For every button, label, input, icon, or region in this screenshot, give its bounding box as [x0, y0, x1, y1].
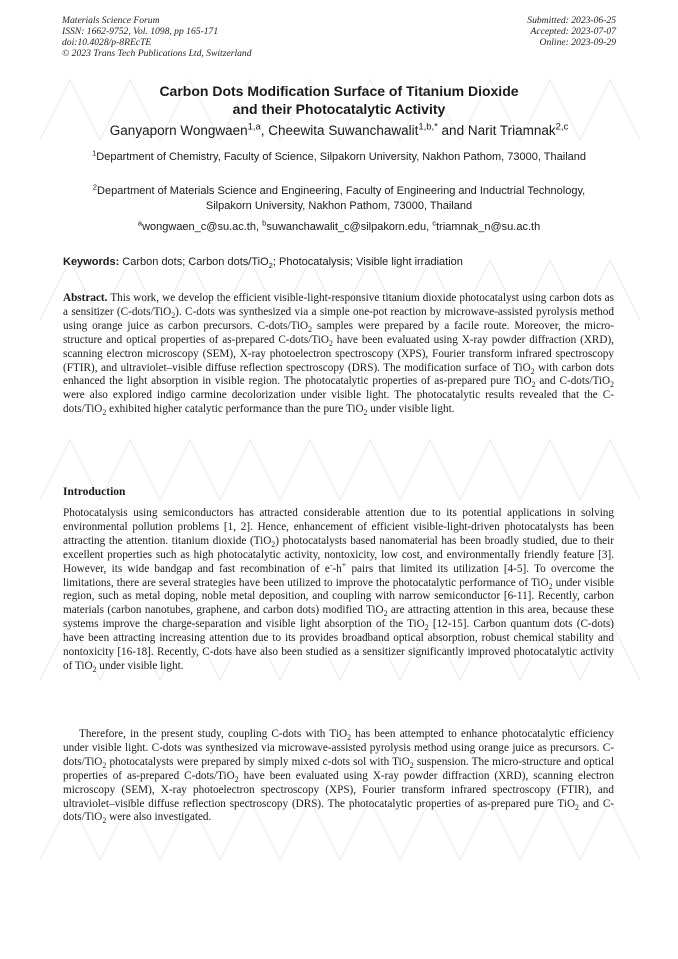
journal-info: [62, 15, 252, 59]
email-marker: a: [137, 218, 143, 228]
paper-title: [40, 82, 638, 118]
accepted-date: Accepted: 2023-07-07: [530, 26, 616, 37]
journal-copyright: © 2023 Trans Tech Publications Ltd, Switzerland: [62, 48, 252, 59]
keywords-text: Carbon dots; Carbon dots/TiO: [119, 256, 269, 268]
affiliation-1: [70, 150, 608, 165]
paragraph-text: has been attempted to enhance photocatalytic efficiency under visible light. C-dots was synthesized via microwave-assisted pyrolysis method using orange juice as precursors. C-dots/TiO: [63, 728, 614, 768]
author-2: Cheewita Suwanchawalit: [268, 123, 419, 138]
paragraph-text: photocatalysts were prepared by simply mixed c-dots sol with TiO: [106, 755, 410, 768]
keywords-text: ; Photocatalysis; Visible light irradiation: [272, 256, 463, 268]
paragraph-text: ) photocatalysts based nanomaterial has been broadly studied, due to their excellent properties such as high photocatalytic activity, nontoxicity, low cost, and environmentally friendly feature [3]. However, its wide bandgap and fast recombination of e: [63, 534, 614, 575]
online-date: Online: 2023-09-29: [539, 37, 616, 48]
author-3-marker: 2,c: [555, 121, 569, 133]
abstract-text: This work, we develop the efficient visible-light-responsive titanium dioxide photocatalyst using carbon dots as a sensitizer (C-dots/TiO: [63, 292, 614, 318]
keywords: [63, 256, 463, 271]
subscript: 2: [424, 623, 429, 633]
subscript: 2: [531, 380, 536, 390]
author-list: [40, 122, 638, 140]
publication-dates: [527, 15, 616, 48]
abstract-text: ). C-dots was synthesized via a simple one-pot reaction by microwave-assisted pyrolysis method using orange juice as carbon precursors. C-dots/TiO: [63, 305, 614, 332]
subscript: 2: [383, 609, 388, 619]
author-emails: [70, 220, 608, 235]
author-1-marker: 1,a: [247, 121, 261, 133]
superscript: -: [329, 559, 333, 569]
subscript: 2: [347, 733, 351, 743]
subscript: 2: [102, 761, 107, 771]
abstract-text: were also explored indigo carmine decolorization under visible light. The photocatalytic results revealed that the C-dots/TiO: [63, 389, 614, 416]
journal-doi: doi:10.4028/p-8REcTE: [62, 37, 152, 48]
section-heading-introduction: Introduction: [63, 486, 126, 498]
journal-issn: ISSN: 1662-9752, Vol. 1098, pp 165-171: [62, 26, 219, 37]
journal-name: Materials Science Forum: [62, 15, 160, 26]
affiliation-1-marker: 1: [91, 148, 97, 158]
abstract-text: and C-dots/TiO: [535, 375, 611, 388]
subscript: 2: [171, 311, 176, 321]
superscript: +: [341, 559, 347, 569]
paragraph-text: pairs that limited its utilization [4-5]. To overcome the limitations, there are several strategies have been utilized to improve the photocatalytic performance of TiO: [63, 562, 615, 589]
subscript: 2: [234, 774, 239, 784]
affiliation-2: [70, 184, 608, 214]
abstract-text: have been evaluated using X-ray powder diffraction (XRD), scanning electron microscopy (SEM), X-ray photoelectron spectroscopy (XPS), Fourier transform infrared spectroscopy (FTIR), and ultraviolet–visible diffuse reflection spectroscopy (DRS). The modification surface of TiO: [63, 333, 614, 374]
email-author-2: suwanchawalit_c@silpakorn.edu,: [266, 221, 433, 233]
author-separator: ,: [260, 123, 269, 138]
author-3: Narit Triamnak: [467, 123, 556, 138]
paragraph-text: are attracting attention in this area, because these systems improve the charge-separation and visible light absorption of the TiO: [63, 604, 614, 631]
email-author-3: triamnak_n@su.ac.th: [436, 221, 541, 233]
subscript: 2: [610, 380, 614, 390]
subscript: 2: [102, 408, 107, 418]
submitted-date: Submitted: 2023-06-25: [527, 15, 616, 26]
subscript: 2: [308, 325, 313, 335]
title-line-1: Carbon Dots Modification Surface of Titanium Dioxide: [159, 83, 519, 99]
abstract: [63, 292, 614, 417]
paragraph-text: under visible light.: [96, 659, 184, 672]
author-separator: and: [437, 123, 468, 138]
paragraph-text: [12-15]. Carbon quantum dots (C-dots) have been attracting increasing attention due to its provides broadband optical absorption, robust chemical stability and nontoxicity [16-18]. Recently, C-dots have also been studied as a sensitizer significantly improved photocatalytic activity of TiO: [63, 618, 615, 672]
subscript: 2: [268, 261, 273, 271]
subscript: 2: [548, 581, 553, 591]
affiliation-1-text: Department of Chemistry, Faculty of Science, Silpakorn University, Nakhon Pathom, 73000, Thailand: [96, 151, 586, 163]
subscript: 2: [328, 338, 333, 348]
paragraph-text: under visible region, such as metal doping, noble metal deposition, and coupling with narrow semiconductor [6-11]. Recently, carbon materials (carbon nanotubes, graphene, and carbon dots) modified TiO: [63, 576, 614, 617]
subscript: 2: [102, 816, 107, 826]
subscript: 2: [409, 761, 414, 771]
abstract-label: Abstract.: [63, 292, 108, 304]
email-author-1: wongwaen_c@su.ac.th,: [142, 221, 263, 233]
abstract-text: with carbon dots enhanced the light absorption in visible region. The photocatalytic properties of as-prepared pure TiO: [63, 361, 614, 388]
paragraph-text: suspension. The micro-structure and optical properties of as-prepared C-dots/TiO: [63, 755, 614, 782]
author-1: Ganyaporn Wongwaen: [109, 123, 248, 138]
introduction-paragraph-1: [63, 507, 614, 674]
subscript: 2: [363, 408, 368, 418]
paragraph-text: Photocatalysis using semiconductors has attracted considerable attention due to its potential applications in solving environmental pollution problems [1, 2]. Hence, enhancement of efficient visible-light-driven photocatalysts has been attracting the attention. titanium dioxide (TiO: [63, 507, 614, 547]
subscript: 2: [271, 540, 276, 550]
paragraph-text: were also investigated.: [106, 811, 212, 824]
affiliation-2-text: Department of Materials Science and Engineering, Faculty of Engineering and Inductrial Technology, Silpakorn University, Nakhon Pathom, 73000, Thailand: [97, 185, 586, 212]
subscript: 2: [530, 366, 535, 376]
title-line-2: and their Photocatalytic Activity: [232, 101, 446, 117]
keywords-label: Keywords:: [63, 256, 120, 268]
introduction-paragraph-2: [63, 728, 614, 825]
abstract-text: exhibited higher catalytic performance than the pure TiO: [106, 403, 364, 416]
paragraph-text: -h: [332, 562, 342, 575]
subscript: 2: [575, 802, 579, 812]
paragraph-text: Therefore, in the present study, coupling C-dots with TiO: [79, 728, 348, 740]
paragraph-text: and C-dots/TiO: [63, 797, 615, 824]
abstract-text: under visible light.: [367, 403, 455, 416]
author-2-marker: 1,b,*: [418, 121, 438, 133]
email-marker: b: [262, 218, 267, 228]
email-marker: c: [432, 218, 437, 228]
abstract-text: samples were prepared by a facile route. Moreover, the micro-structure and optical properties of as-prepared C-dots/TiO: [63, 319, 614, 346]
paragraph-text: have been evaluated using X-ray powder diffraction (XRD), scanning electron microscopy (SEM), X-ray photoelectron spectroscopy (XPS), Fourier transform infrared spectroscopy (FTIR), and ultraviolet–visible diffuse reflection spectroscopy (DRS). The photocatalytic properties of as-prepared pure TiO: [63, 769, 614, 810]
subscript: 2: [92, 665, 97, 675]
affiliation-2-marker: 2: [92, 182, 98, 192]
